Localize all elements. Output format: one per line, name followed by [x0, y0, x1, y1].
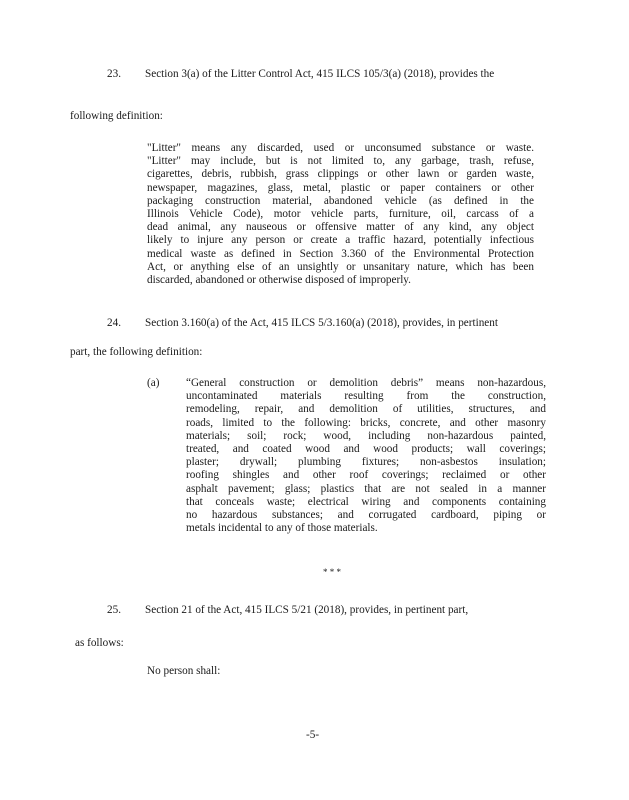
quote-line: plaster; drywall; plumbing fixtures; non-asbestos insulation;: [186, 456, 546, 469]
quote-line: roofing shingles and other roof coverings; reclaimed or other: [186, 469, 546, 482]
quote-line: newspaper, magazines, glass, metal, plastic or paper containers or other: [147, 181, 534, 194]
quote-line: medical waste as defined in Section 3.360 of the Environmental Protection: [147, 247, 534, 260]
quote-line: metals incidental to any of those materials.: [186, 522, 378, 535]
quote-line: likely to injure any person or create a traffic hazard, potentially infectious: [147, 234, 534, 247]
debris-subsection-label: (a): [147, 377, 160, 389]
quote-line: "Litter" may include, but is not limited to, any garbage, trash, refuse,: [147, 155, 534, 168]
quote-line: "Litter" means any discarded, used or unconsumed substance or waste.: [147, 142, 534, 154]
paragraph-24-number: 24.: [107, 317, 121, 329]
page-number: -5-: [306, 729, 320, 741]
quote-line: asphalt pavement; glass; plastics that are not sealed in a manner: [186, 482, 546, 495]
quote-line: treated, and coated wood and wood products; wall coverings;: [186, 442, 546, 455]
paragraph-23-text: Section 3(a) of the Litter Control Act, 415 ILCS 105/3(a) (2018), provides the: [145, 68, 495, 80]
quote-line: that conceals waste; electrical wiring and components containing: [186, 495, 546, 508]
debris-definition-quote: [186, 377, 546, 535]
paragraph-24-text: Section 3.160(a) of the Act, 415 ILCS 5/3.160(a) (2018), provides, in pertinent: [145, 317, 498, 329]
paragraph-25-text: Section 21 of the Act, 415 ILCS 5/21 (2018), provides, in pertinent part,: [145, 604, 469, 616]
quote-line: no hazardous substances; and corrugated cardboard, piping or: [186, 508, 546, 521]
quote-line: cigarettes, debris, rubbish, grass clippings or other lawn or garden waste,: [147, 168, 534, 181]
quote-line: roads, limited to the following: bricks, concrete, and other masonry: [186, 416, 546, 429]
no-person-shall-text: No person shall:: [147, 665, 221, 677]
paragraph-25-number: 25.: [107, 604, 121, 616]
quote-line: uncontaminated materials resulting from the construction,: [186, 390, 546, 403]
quote-line: packaging construction material, abandoned vehicle (as defined in the: [147, 194, 534, 207]
quote-line: Act, or anything else of an unsightly or unsanitary nature, which has been: [147, 260, 534, 273]
quote-line: “General construction or demolition debris” means non-hazardous,: [186, 377, 546, 389]
ellipsis-asterisks: * * *: [323, 567, 341, 577]
paragraph-25-continuation: as follows:: [75, 637, 124, 649]
paragraph-23-continuation: following definition:: [70, 110, 163, 122]
quote-line: dead animal, any nauseous or offensive matter of any kind, any object: [147, 221, 534, 234]
quote-line: remodeling, repair, and demolition of utilities, structures, and: [186, 403, 546, 416]
litter-definition-quote: [147, 142, 534, 287]
paragraph-24-continuation: part, the following definition:: [70, 346, 203, 358]
quote-line: discarded, abandoned or otherwise disposed of improperly.: [147, 273, 411, 286]
quote-line: Illinois Vehicle Code), motor vehicle parts, furniture, oil, carcass of a: [147, 207, 534, 220]
paragraph-23-number: 23.: [107, 68, 121, 80]
quote-line: materials; soil; rock; wood, including non-hazardous painted,: [186, 429, 546, 442]
